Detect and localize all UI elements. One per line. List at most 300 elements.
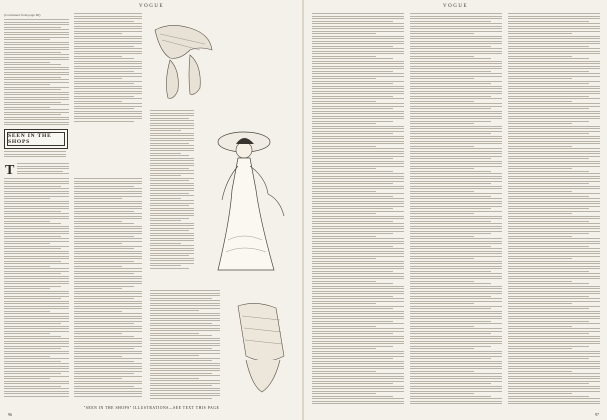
text-line [150,310,199,311]
text-line [508,51,600,52]
text-line [312,133,393,134]
text-line [508,276,600,277]
text-line [150,168,189,169]
text-line [410,238,502,239]
text-line [508,103,600,104]
text-line [4,248,61,249]
text-line [410,366,502,367]
text-line [508,81,600,82]
text-line [508,78,572,79]
text-line [74,198,122,199]
text-line [150,258,194,259]
text-line [410,396,491,397]
text-line [410,353,502,354]
text-line [312,151,404,152]
text-line [312,13,404,14]
text-line [74,336,134,337]
text-line [74,353,142,354]
text-line [508,396,589,397]
text-line [74,328,142,329]
text-line [312,28,404,29]
text-line [74,203,142,204]
text-line [312,193,404,194]
text-line [74,226,142,227]
text-line [312,281,376,282]
text-line [4,393,69,394]
text-line [312,48,404,49]
text-line [312,198,404,199]
text-line [150,388,220,389]
text-line [508,201,600,202]
text-line [150,180,189,181]
text-line [4,79,69,80]
text-line [312,303,376,304]
text-line [312,83,393,84]
text-line [4,183,69,184]
text-line [4,381,69,382]
text-line [312,308,393,309]
text-line [74,283,142,284]
text-line [74,58,134,59]
text-line [312,146,376,147]
text-line [508,271,589,272]
text-line [74,253,142,254]
text-line [508,206,600,207]
text-line [74,206,142,207]
text-line [150,133,194,134]
text-line [312,181,404,182]
text-line [74,231,142,232]
left-column-1-bottom [4,178,69,400]
text-line [4,52,61,53]
text-line [312,166,404,167]
text-line [312,111,404,112]
text-line [410,181,502,182]
text-line [508,361,600,362]
text-line [150,390,220,391]
text-line [312,356,404,357]
text-line [74,81,142,82]
text-line [508,398,600,399]
text-line [508,113,600,114]
text-line [4,178,69,179]
text-line [312,253,404,254]
text-line [74,341,142,342]
text-line [4,313,69,314]
text-line [312,163,404,164]
text-line [4,87,69,88]
text-line [4,77,61,78]
text-line [508,376,600,377]
text-line [410,21,491,22]
text-line [4,37,69,38]
text-line [410,253,502,254]
text-line [508,41,600,42]
text-line [312,186,404,187]
text-line [4,303,69,304]
text-line [410,28,502,29]
text-line [4,378,50,379]
text-line [4,251,69,252]
text-line [74,366,142,367]
text-line [508,121,589,122]
text-line [150,195,194,196]
text-line [4,64,61,65]
text-line [410,33,474,34]
text-line [4,291,69,292]
text-line [74,326,142,327]
text-line [312,206,404,207]
text-line [150,265,181,266]
text-line [312,291,404,292]
text-line [508,36,600,37]
text-line [508,393,572,394]
text-line [74,371,142,372]
text-line [150,153,181,154]
text-line [410,168,474,169]
text-line [410,193,502,194]
text-line [312,276,404,277]
text-line [312,363,404,364]
text-line [4,343,69,344]
text-line [74,288,122,289]
text-line [150,333,199,334]
text-line [508,181,600,182]
text-line [312,118,404,119]
text-line [410,146,474,147]
text-line [150,210,194,211]
text-line [508,258,572,259]
text-line [4,338,69,339]
text-line [74,101,122,102]
text-line [74,53,142,54]
text-line [312,51,404,52]
text-line [410,66,502,67]
text-line [74,278,142,279]
text-line [74,261,134,262]
text-line [508,351,600,352]
illustration-caption: "SEEN IN THE SHOPS" ILLUSTRATIONS—SEE TEXT THIS PAGE [83,406,220,410]
text-line [150,370,220,371]
text-line [150,263,194,264]
text-line [4,396,69,397]
text-line [410,61,502,62]
text-line [312,311,404,312]
text-line [410,283,491,284]
text-line [4,353,69,354]
text-line [74,378,122,379]
text-line [74,386,134,387]
text-line [410,371,474,372]
text-line [410,326,474,327]
text-line [312,153,404,154]
text-line [150,363,220,364]
text-line [410,306,502,307]
text-line [410,273,502,274]
text-line [74,86,142,87]
right-page-header: VOGUE [443,4,468,9]
text-line [312,178,404,179]
text-line [410,113,502,114]
text-line [312,273,404,274]
text-line [508,306,600,307]
text-line [410,343,502,344]
accessory-illustration [226,296,298,400]
text-line [410,213,474,214]
text-line [4,288,50,289]
text-line [4,371,69,372]
text-line [150,330,220,331]
text-line [312,301,404,302]
text-line [410,231,502,232]
text-line [508,156,600,157]
text-block [74,178,142,400]
text-line [74,208,142,209]
text-line [508,368,600,369]
text-line [4,119,69,120]
text-line [508,168,572,169]
text-line [508,116,600,117]
text-line [150,213,194,214]
text-line [410,266,502,267]
left-column-2-bottom [74,178,142,400]
text-line [312,208,393,209]
text-line [410,166,502,167]
text-line [150,215,194,216]
text-line [74,303,142,304]
text-line [410,93,502,94]
text-line [508,283,589,284]
text-line [312,113,404,114]
text-line [508,348,572,349]
text-line [410,188,502,189]
text-line [508,273,600,274]
text-line [508,288,600,289]
text-line [150,268,189,269]
text-line [74,191,142,192]
text-line [508,323,600,324]
text-line [508,373,600,374]
text-line [74,96,134,97]
text-line [312,393,376,394]
left-column-3-mid [150,110,194,270]
text-line [312,43,404,44]
text-line [4,22,69,23]
text-line [410,308,491,309]
right-column-2 [410,13,502,407]
text-line [4,99,69,100]
text-line [508,216,600,217]
text-line [312,286,404,287]
text-line [150,200,194,201]
text-line [312,201,404,202]
text-line [410,323,502,324]
text-line [4,62,50,63]
left-column-1-top [4,13,69,125]
text-line [508,48,600,49]
text-line [4,67,69,68]
text-line [312,36,404,37]
text-line [312,326,376,327]
text-line [508,28,600,29]
text-line [74,73,142,74]
text-line [410,96,491,97]
text-line [508,153,600,154]
text-line [4,29,69,30]
text-line [312,241,404,242]
text-line [312,278,404,279]
text-line [74,313,142,314]
text-line [508,86,600,87]
text-line [4,263,69,264]
text-line [74,76,142,77]
text-line [312,323,404,324]
text-line [4,241,69,242]
text-line [410,248,502,249]
text-line [508,23,600,24]
text-line [508,91,600,92]
text-line [312,391,404,392]
text-line [4,308,69,309]
text-line [4,191,69,192]
text-line [74,211,134,212]
text-line [4,114,61,115]
text-line [74,266,122,267]
text-line [4,94,69,95]
text-line [4,348,61,349]
text-line [508,131,600,132]
text-line [74,183,142,184]
text-line [74,43,142,44]
text-line [150,380,220,381]
text-line [150,233,194,234]
text-line [4,154,66,155]
text-line [74,83,134,84]
right-folio: 97 [595,412,599,417]
text-line [4,72,69,73]
text-line [4,376,69,377]
text-line [312,373,404,374]
text-line [508,16,600,17]
text-line [312,21,393,22]
text-line [150,158,194,159]
text-line [410,243,502,244]
text-line [4,231,69,232]
text-line [312,106,404,107]
text-line [508,96,589,97]
text-line [74,301,142,302]
text-line [74,91,142,92]
text-line [508,371,572,372]
text-line [150,173,194,174]
text-line [312,221,393,222]
text-line [74,246,142,247]
text-line [410,56,474,57]
text-line [508,221,589,222]
text-line [410,91,502,92]
text-line [508,391,600,392]
text-line [4,109,69,110]
text-line [312,76,404,77]
text-line [410,36,502,37]
text-line [4,326,69,327]
text-line [74,223,134,224]
text-block [4,151,66,160]
text-line [150,360,212,361]
text-line [410,88,502,89]
text-line [74,31,142,32]
text-block [4,19,69,125]
text-line [312,126,404,127]
text-line [4,321,69,322]
text-line [508,253,600,254]
text-line [410,118,502,119]
text-line [4,256,69,257]
text-line [150,175,181,176]
text-line [508,151,600,152]
text-line [17,168,69,169]
text-line [312,213,376,214]
text-line [312,88,404,89]
text-line [410,116,502,117]
text-line [410,261,502,262]
text-line [508,343,600,344]
text-line [150,305,220,306]
text-line [4,391,69,392]
text-line [4,298,61,299]
text-line [74,28,142,29]
text-line [312,171,393,172]
text-line [508,123,572,124]
text-line [508,326,572,327]
text-line [508,301,600,302]
text-line [150,228,194,229]
text-line [410,221,491,222]
text-line [74,346,142,347]
text-line [74,213,142,214]
text-line [4,49,69,50]
text-line [410,233,491,234]
text-line [508,218,600,219]
text-line [410,133,491,134]
text-line [312,248,404,249]
text-line [312,346,393,347]
text-line [508,308,589,309]
text-line [410,376,502,377]
text-line [4,301,69,302]
text-line [508,58,589,59]
text-line [4,193,69,194]
text-line [74,193,142,194]
text-line [410,68,502,69]
text-line [74,121,134,122]
text-line [410,191,474,192]
text-line [508,263,600,264]
text-line [150,225,194,226]
text-line [74,268,142,269]
text-line [312,238,404,239]
text-line [508,381,600,382]
fabric-illustration [150,20,220,105]
text-line [74,236,134,237]
text-line [312,271,393,272]
text-line [74,26,142,27]
text-line [312,56,376,57]
text-line [410,143,502,144]
text-line [74,363,142,364]
text-line [410,398,502,399]
text-line [312,33,376,34]
